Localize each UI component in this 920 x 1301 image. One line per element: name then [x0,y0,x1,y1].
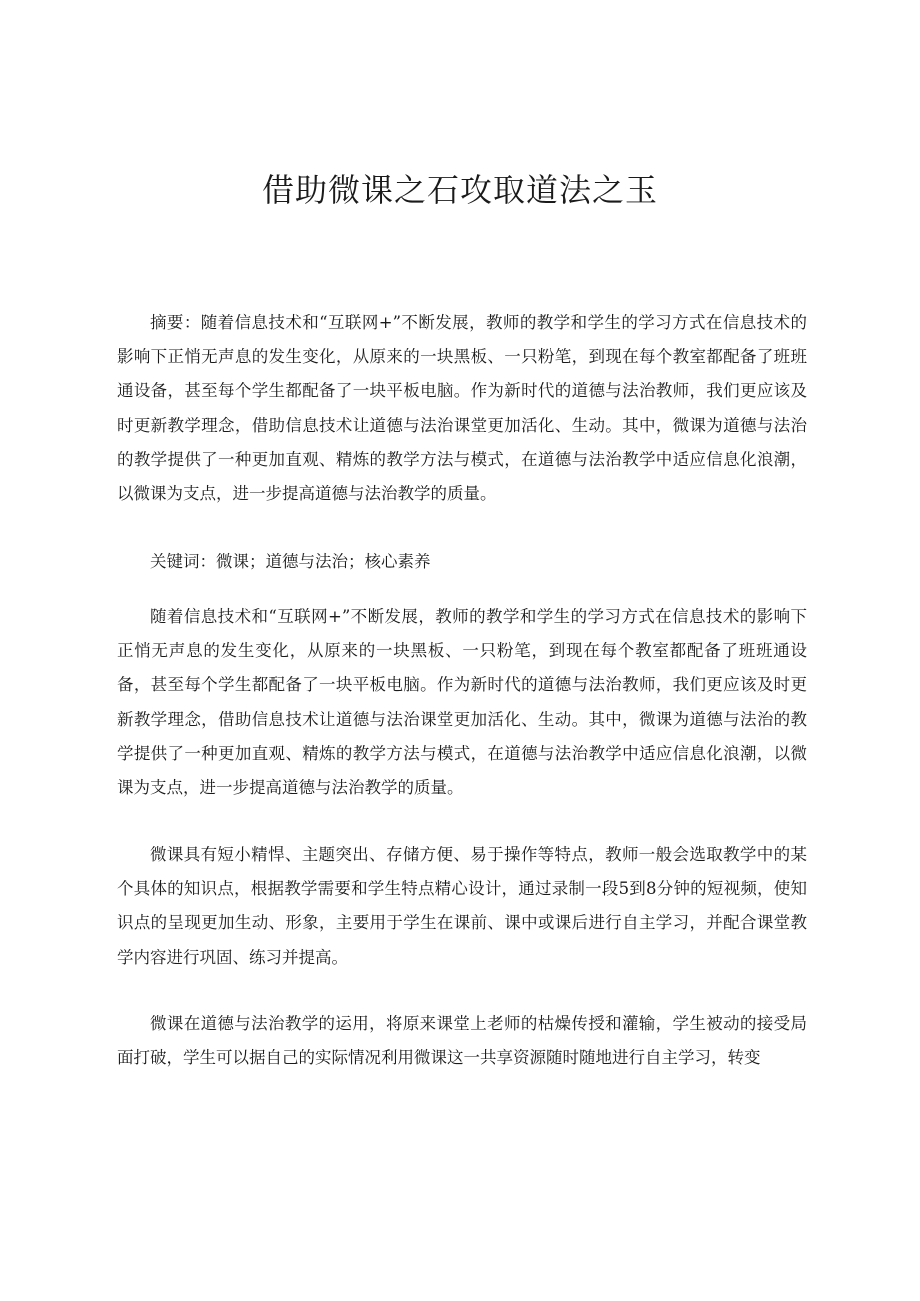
keywords-line: 关键词：微课；道德与法治；核心素养 [150,552,431,571]
document-title: 借助微课之石攻取道法之玉 [261,171,658,209]
body-paragraph-microcourse-usage: 微课在道德与法治教学的运用，将原来课堂上老师的枯燥传授和灌输，学生被动的接受局面打破，学生可以据自己的实际情况利用微课这一共享资源随时随地进行自主学习，转变 [117,1014,807,1068]
body-paragraph-microcourse-features: 微课具有短小精悍、主题突出、存储方便、易于操作等特点，教师一般会选取教学中的某个具体的知识点，根据教学需要和学生特点精心设计，通过录制一段5到8分钟的短视频，使知识点的呈现更加生动、形象，主要用于学生在课前、课中或课后进行自主学习，并配合课堂教学内容进行巩固、练习并提高。 [117,845,807,967]
abstract-paragraph: 摘要：随着信息技术和“互联网+”不断发展，教师的教学和学生的学习方式在信息技术的影响下正悄无声息的发生变化，从原来的一块黑板、一只粉笔，到现在每个教室都配备了班班通设备，甚至每个学生都配备了一块平板电脑。作为新时代的道德与法治教师，我们更应该及时更新教学理念，借助信息技术让道德与法治课堂更加活化、生动。其中，微课为道德与法治的教学提供了一种更加直观、精炼的教学方法与模式，在道德与法治教学中适应信息化浪潮，以微课为支点，进一步提高道德与法治教学的质量。 [117,313,807,504]
body-paragraph-intro: 随着信息技术和“互联网+”不断发展，教师的教学和学生的学习方式在信息技术的影响下正悄无声息的发生变化，从原来的一块黑板、一只粉笔，到现在每个教室都配备了班班通设备，甚至每个学生都配备了一块平板电脑。作为新时代的道德与法治教师，我们更应该及时更新教学理念，借助信息技术让道德与法治课堂更加活化、生动。其中，微课为道德与法治的教学提供了一种更加直观、精炼的教学方法与模式，在道德与法治教学中适应信息化浪潮，以微课为支点，进一步提高道德与法治教学的质量。 [117,607,807,798]
